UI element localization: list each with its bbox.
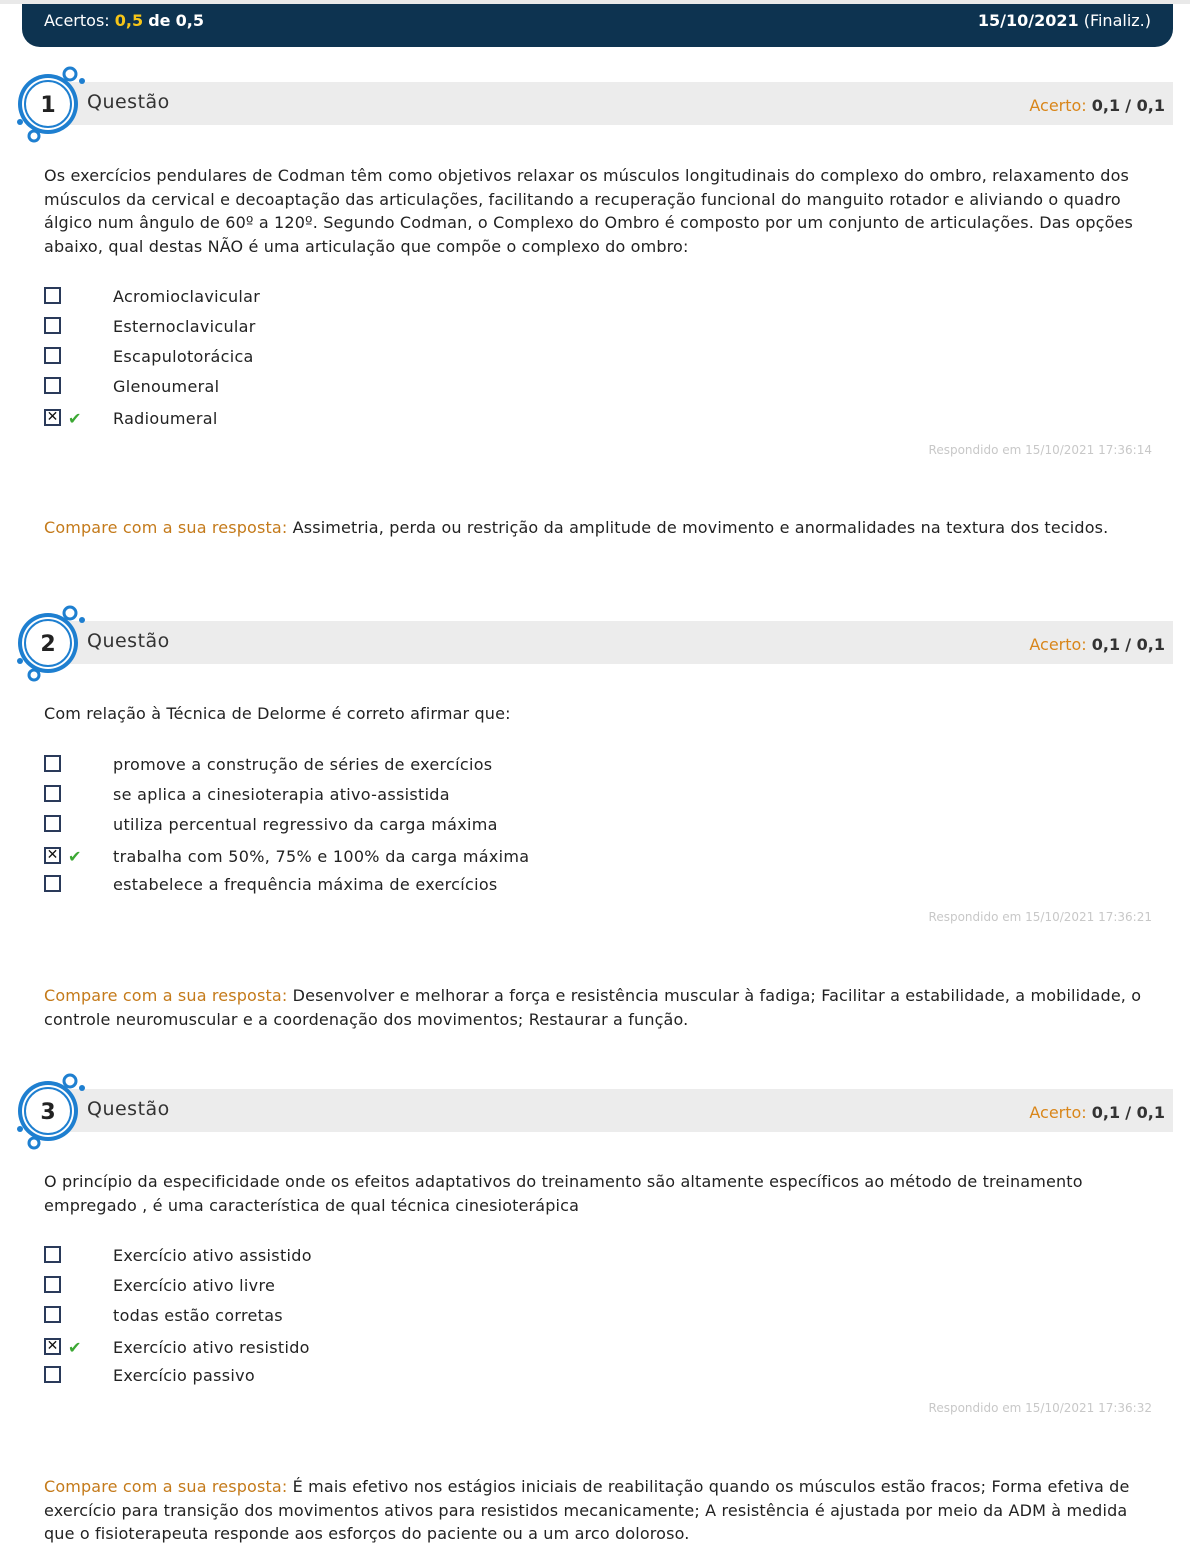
score-label: Acerto: bbox=[1029, 96, 1087, 115]
question-header-band bbox=[64, 82, 1173, 125]
question-number-icon bbox=[14, 64, 94, 144]
option-label: Glenoumeral bbox=[113, 377, 220, 396]
option-3-4[interactable] bbox=[44, 1338, 744, 1368]
checkbox[interactable] bbox=[44, 815, 61, 832]
option-1-4[interactable] bbox=[44, 377, 744, 407]
compare-text: Assimetria, perda ou restrição da amplitude de movimento e anormalidades na textura dos tecidos. bbox=[292, 518, 1109, 537]
question-header-band bbox=[64, 621, 1173, 664]
checkbox-checked[interactable]: ✕ bbox=[44, 847, 61, 864]
checkbox[interactable] bbox=[44, 875, 61, 892]
question-number-icon bbox=[14, 603, 94, 683]
answered-timestamp: Respondido em 15/10/2021 17:36:14 bbox=[928, 443, 1152, 457]
option-3-3[interactable] bbox=[44, 1306, 744, 1336]
checkbox[interactable] bbox=[44, 1246, 61, 1263]
option-label: Escapulotorácica bbox=[113, 347, 254, 366]
question-3-text: O princípio da especificidade onde os efeitos adaptativos do treinamento são altamente específicos ao método de treinamento empregado , é uma característica de qual técnica cinesioterápica bbox=[44, 1172, 1083, 1215]
svg-text:3: 3 bbox=[40, 1100, 56, 1125]
question-number-icon bbox=[14, 1071, 94, 1151]
checkbox[interactable] bbox=[44, 347, 61, 364]
score-label: Acerto: bbox=[1029, 1103, 1087, 1122]
svg-text:1: 1 bbox=[40, 93, 56, 118]
option-label: todas estão corretas bbox=[113, 1306, 283, 1325]
checkbox[interactable] bbox=[44, 1276, 61, 1293]
compare-label: Compare com a sua resposta: bbox=[44, 1477, 288, 1496]
option-label: Radioumeral bbox=[113, 409, 218, 428]
checkbox-checked[interactable]: ✕ bbox=[44, 1338, 61, 1355]
option-2-2[interactable] bbox=[44, 785, 744, 815]
option-2-5[interactable] bbox=[44, 875, 744, 905]
option-label: Exercício ativo assistido bbox=[113, 1246, 312, 1265]
correct-check-icon: ✔ bbox=[68, 847, 82, 866]
question-header-band bbox=[64, 1089, 1173, 1132]
correct-check-icon: ✔ bbox=[68, 409, 82, 428]
question-title: Questão bbox=[87, 1098, 170, 1120]
option-label: Acromioclavicular bbox=[113, 287, 261, 306]
question-score bbox=[1029, 1103, 1165, 1122]
option-3-1[interactable] bbox=[44, 1246, 744, 1276]
checkbox[interactable] bbox=[44, 1306, 61, 1323]
option-1-1[interactable] bbox=[44, 287, 744, 317]
option-1-2[interactable] bbox=[44, 317, 744, 347]
option-3-5[interactable] bbox=[44, 1366, 744, 1396]
exam-status: (Finaliz.) bbox=[1083, 11, 1151, 30]
option-1-5[interactable] bbox=[44, 409, 744, 439]
score-summary bbox=[44, 11, 204, 30]
checkbox[interactable] bbox=[44, 317, 61, 334]
option-1-3[interactable] bbox=[44, 347, 744, 377]
result-header bbox=[22, 4, 1173, 47]
compare-text: É mais efetivo nos estágios iniciais de reabilitação quando os músculos estão fracos; Forma efetiva de exercício para transição dos movimentos ativos para resistidos mecanicamente; A resistência é ajustada por meio da ADM à medida que o fisioterapeuta responde aos esforços do paciente ou a um arco doloroso. bbox=[44, 1477, 1130, 1543]
option-3-2[interactable] bbox=[44, 1276, 744, 1306]
question-title: Questão bbox=[87, 630, 170, 652]
score-total: / 0,1 bbox=[1125, 96, 1165, 115]
option-2-3[interactable] bbox=[44, 815, 744, 845]
checkbox[interactable] bbox=[44, 755, 61, 772]
score-value: 0,1 bbox=[1091, 1103, 1121, 1122]
acertos-value: 0,5 bbox=[114, 11, 144, 30]
answered-timestamp: Respondido em 15/10/2021 17:36:21 bbox=[928, 910, 1152, 924]
acertos-label: Acertos: bbox=[44, 11, 110, 30]
option-label: trabalha com 50%, 75% e 100% da carga máxima bbox=[113, 847, 530, 866]
option-label: promove a construção de séries de exercícios bbox=[113, 755, 493, 774]
option-2-1[interactable] bbox=[44, 755, 744, 785]
compare-answer bbox=[44, 984, 1154, 1031]
option-label: estabelece a frequência máxima de exercícios bbox=[113, 875, 498, 894]
option-label: se aplica a cinesioterapia ativo-assistida bbox=[113, 785, 450, 804]
question-2-text: Com relação à Técnica de Delorme é correto afirmar que: bbox=[44, 704, 511, 723]
answered-timestamp: Respondido em 15/10/2021 17:36:32 bbox=[928, 1401, 1152, 1415]
option-2-4[interactable] bbox=[44, 847, 744, 877]
score-value: 0,1 bbox=[1091, 96, 1121, 115]
score-value: 0,1 bbox=[1091, 635, 1121, 654]
question-title: Questão bbox=[87, 91, 170, 113]
compare-text: Desenvolver e melhorar a força e resistência muscular à fadiga; Facilitar a estabilidade, a mobilidade, o controle neuromuscular e a coordenação dos movimentos; Restaurar a função. bbox=[44, 986, 1142, 1029]
acertos-sep: de bbox=[148, 11, 171, 30]
date-status bbox=[978, 11, 1151, 30]
option-label: utiliza percentual regressivo da carga máxima bbox=[113, 815, 498, 834]
score-total: / 0,1 bbox=[1125, 1103, 1165, 1122]
checkbox[interactable] bbox=[44, 785, 61, 802]
score-label: Acerto: bbox=[1029, 635, 1087, 654]
checkbox[interactable] bbox=[44, 287, 61, 304]
option-label: Exercício passivo bbox=[113, 1366, 255, 1385]
acertos-total: 0,5 bbox=[175, 11, 204, 30]
score-total: / 0,1 bbox=[1125, 635, 1165, 654]
compare-answer bbox=[44, 1475, 1154, 1546]
option-label: Exercício ativo resistido bbox=[113, 1338, 310, 1357]
question-1-text: Os exercícios pendulares de Codman têm como objetivos relaxar os músculos longitudinais do complexo do ombro, relaxamento dos músculos da cervical e decoaptação das articulações, facilitando a recuperação funcional do manguito rotador e aliviando o quadro álgico num ângulo de 60º a 120º. Segundo Codman, o Complexo do Ombro é composto por um conjunto de articulações. Das opções abaixo, qual destas NÃO é uma articulação que compõe o complexo do ombro: bbox=[44, 166, 1134, 256]
compare-answer bbox=[44, 516, 1154, 540]
checkbox[interactable] bbox=[44, 1366, 61, 1383]
question-score bbox=[1029, 96, 1165, 115]
svg-text:2: 2 bbox=[40, 632, 56, 657]
checkbox-checked[interactable]: ✕ bbox=[44, 409, 61, 426]
option-label: Exercício ativo livre bbox=[113, 1276, 276, 1295]
compare-label: Compare com a sua resposta: bbox=[44, 986, 288, 1005]
checkbox[interactable] bbox=[44, 377, 61, 394]
exam-date: 15/10/2021 bbox=[977, 11, 1079, 30]
option-label: Esternoclavicular bbox=[113, 317, 256, 336]
compare-label: Compare com a sua resposta: bbox=[44, 518, 288, 537]
correct-check-icon: ✔ bbox=[68, 1338, 82, 1357]
question-score bbox=[1029, 635, 1165, 654]
